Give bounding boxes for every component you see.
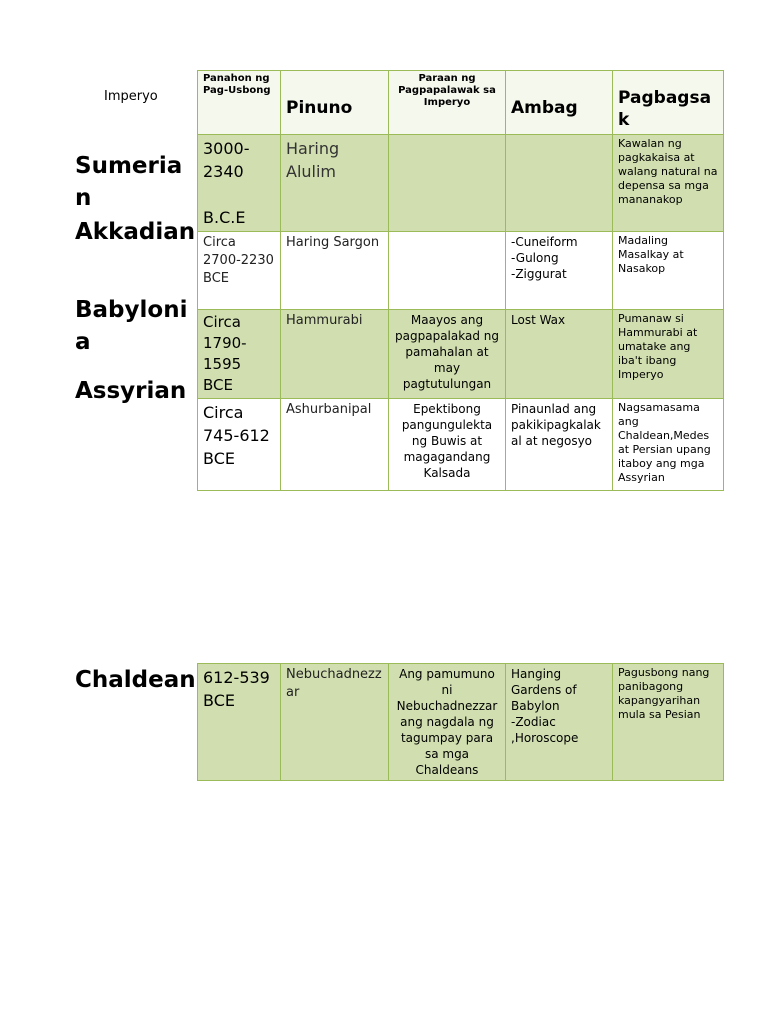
contribution-cell: Pinaunlad ang pakikipagkalakal at negosyo [511,402,601,448]
empire-name-babylonia: Babylonia [75,297,188,355]
table-row [198,664,724,781]
header-leader: Pinuno [286,98,353,118]
empire-name-akkadian: Akkadian [75,219,196,245]
header-period: Panahon ng Pag-Usbong [203,73,271,96]
period-cell: 612-539 BCE [203,668,270,710]
leader-cell: Haring Alulim [286,139,340,181]
method-cell: Maayos ang pagpapalakad ng pamahalan at may pagtutulungan [395,313,499,391]
leader-cell: Nebuchadnezzar [286,667,382,700]
period-cell: Circa 745-612 BCE [203,403,270,468]
method-cell: Epektibong pangungulekta ng Buwis at magagandang Kalsada [401,402,493,480]
leader-cell: Ashurbanipal [286,402,372,417]
empire-table [197,70,724,491]
leader-cell: Haring Sargon [286,235,380,250]
table-row [198,135,724,232]
table-row [198,399,724,491]
empire-column-header: Imperyo [104,89,158,104]
table-row [198,310,724,399]
period-cell: Circa 2700-2230 BCE [203,235,274,286]
table-row [198,232,724,310]
fall-cell: Madaling Masalkay at Nasakop [618,234,684,275]
contribution-cell: Hanging Gardens of Babylon -Zodiac ,Horoscope [511,667,579,745]
fall-cell: Nagsamasama ang Chaldean,Medes at Persian upang itaboy ang mga Assyrian [618,401,711,484]
header-fall: Pagbagsak [618,88,712,130]
contribution-cell: -Cuneiform -Gulong -Ziggurat [511,235,578,281]
header-method: Paraan ng Pagpapalawak sa Imperyo [398,73,496,108]
fall-cell: Kawalan ng pagkakaisa at walang natural na depensa sa mga mananakop [618,137,718,206]
empire-name-sumerian: Sumerian [75,153,183,211]
fall-cell: Pumanaw si Hammurabi at umatake ang iba't ibang Imperyo [618,312,698,381]
empire-name-chaldean: Chaldean [75,667,196,693]
chaldean-table [197,663,724,781]
empire-name-assyrian: Assyrian [75,378,187,404]
period-cell: 3000-2340 B.C.E [203,139,250,227]
table-header-row [198,71,724,135]
leader-cell: Hammurabi [286,313,363,328]
contribution-cell: Lost Wax [511,313,566,327]
method-cell: Ang pamumuno ni Nebuchadnezzar ang nagdala ng tagumpay para sa mga Chaldeans [396,667,498,777]
header-contribution: Ambag [511,98,578,118]
period-cell: Circa 1790-1595 BCE [203,313,247,394]
fall-cell: Pagusbong nang panibagong kapangyarihan mula sa Pesian [618,666,710,721]
